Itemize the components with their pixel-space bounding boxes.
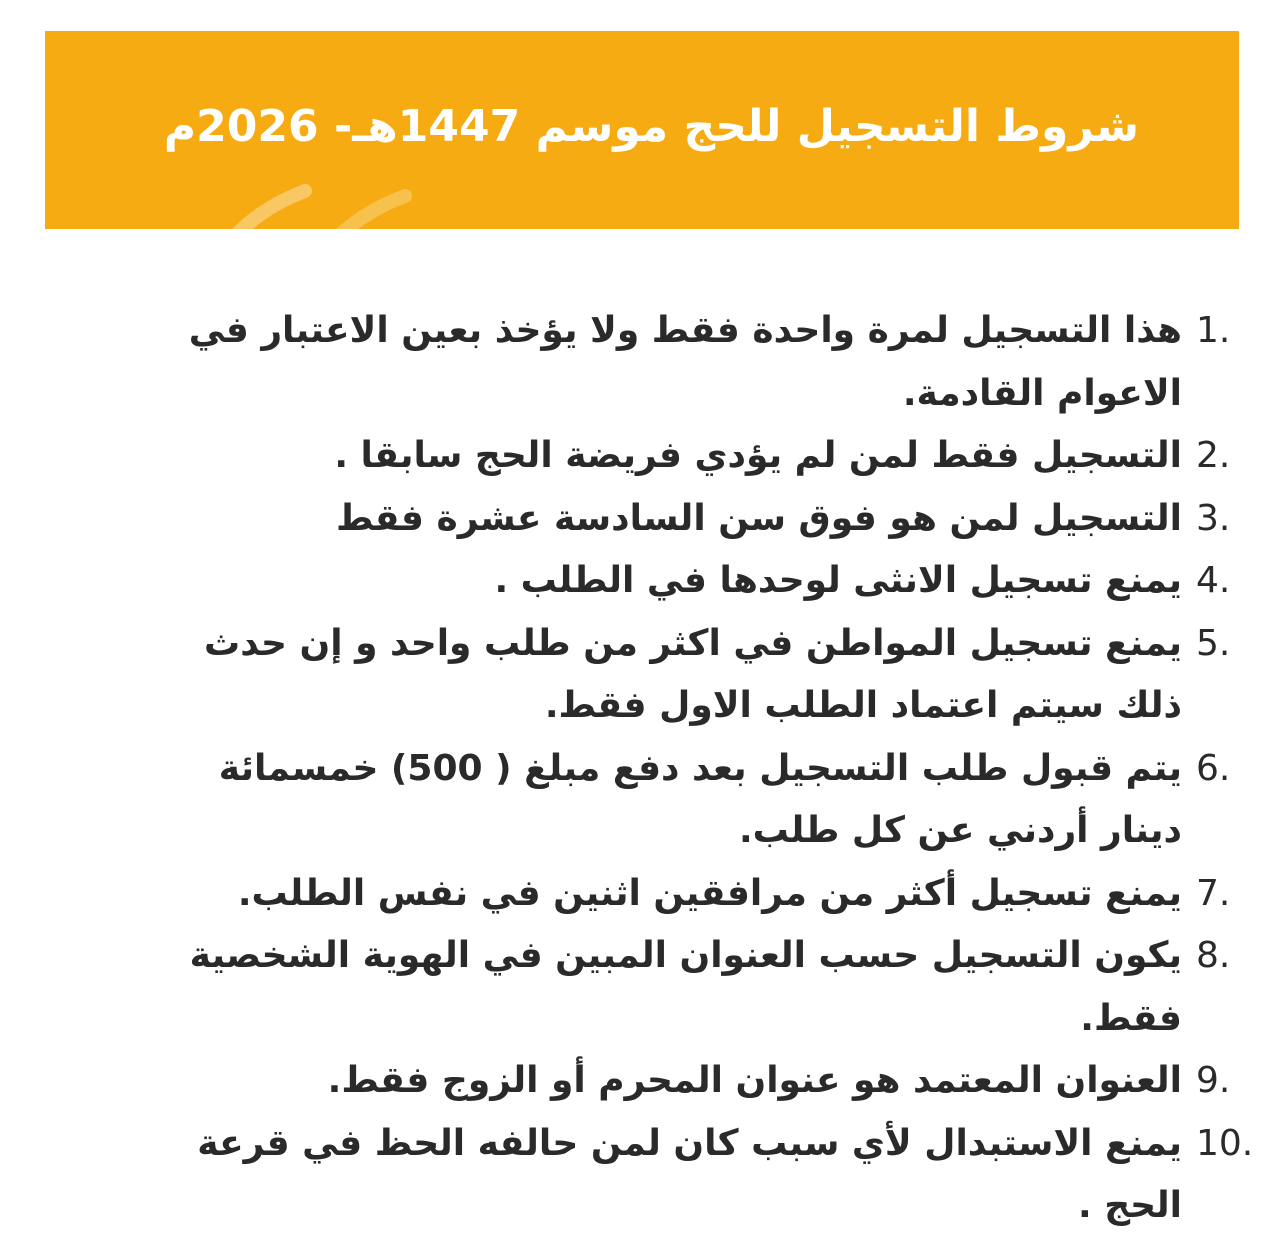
rule-text: التسجيل لمن هو فوق سن السادسة عشرة فقط [335, 497, 1182, 539]
rules-list [148, 300, 1254, 1238]
rule-number: 7. [1196, 872, 1231, 914]
rule-text: يمنع تسجيل أكثر من مرافقين اثنين في نفس الطلب. [237, 872, 1182, 914]
rule-text: يتم قبول طلب التسجيل بعد دفع مبلغ ( 500) خمسمائة دينار أردني عن كل طلب. [218, 747, 1182, 851]
rule-item [148, 488, 1231, 551]
header-banner [45, 31, 1239, 229]
rule-item [148, 425, 1231, 488]
rule-item [148, 863, 1231, 926]
rule-item [148, 738, 1231, 863]
rule-number: 9. [1196, 1060, 1231, 1101]
rule-text: يمنع تسجيل المواطن في اكثر من طلب واحد و إن حدث ذلك سيتم اعتماد الطلب الاول فقط. [204, 622, 1182, 726]
rule-item [148, 550, 1231, 613]
rule-item [148, 1113, 1254, 1238]
rule-text: يمنع تسجيل الانثى لوحدها في الطلب . [494, 560, 1182, 601]
rule-number: 5. [1196, 622, 1231, 664]
rule-item [148, 613, 1231, 738]
rule-number: 1. [1196, 310, 1231, 351]
rule-number: 4. [1196, 560, 1231, 601]
rule-text: التسجيل فقط لمن لم يؤدي فريضة الحج سابقا . [334, 435, 1182, 476]
rule-text: يكون التسجيل حسب العنوان المبين في الهوية الشخصية فقط. [189, 935, 1182, 1039]
rule-number: 8. [1196, 935, 1231, 976]
rule-text: يمنع الاستبدال لأي سبب كان لمن حالفه الحظ في قرعة الحج . [197, 1122, 1182, 1226]
rule-item [148, 1050, 1231, 1113]
decorative-swoosh-icon [165, 181, 425, 229]
rule-number: 2. [1196, 435, 1231, 476]
page-title: شروط التسجيل للحج موسم 1447هـ- 2026م [163, 101, 1139, 152]
rule-text: العنوان المعتمد هو عنوان المحرم أو الزوج فقط. [327, 1060, 1182, 1101]
rule-text: هذا التسجيل لمرة واحدة فقط ولا يؤخذ بعين الاعتبار في الاعوام القادمة. [188, 310, 1182, 414]
rule-item [148, 300, 1231, 425]
rule-number: 6. [1196, 747, 1231, 789]
rule-number: 10. [1196, 1122, 1254, 1164]
rule-number: 3. [1196, 497, 1231, 539]
rule-item [148, 925, 1231, 1050]
